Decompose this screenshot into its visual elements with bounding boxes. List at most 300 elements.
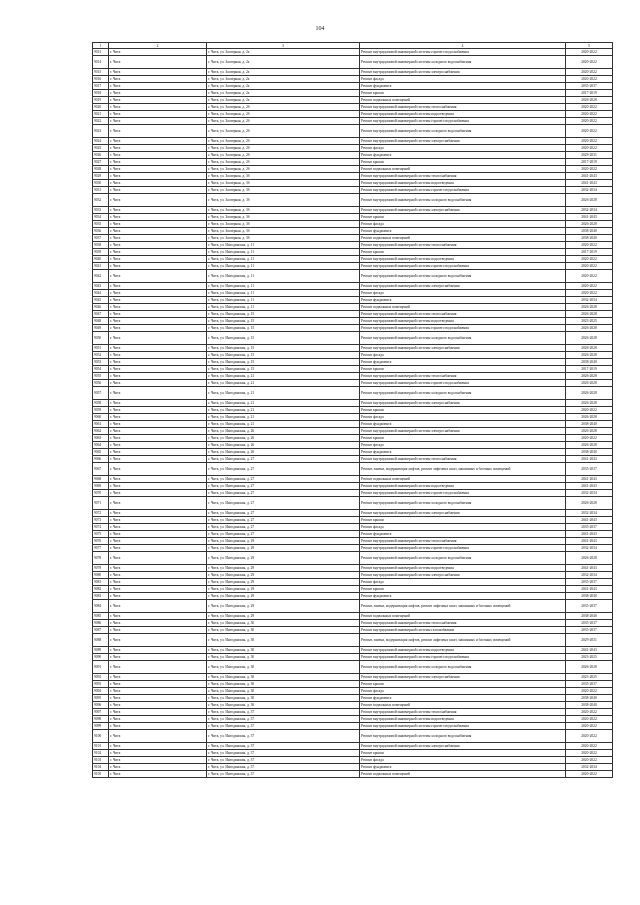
address-cell: г. Чита, ул. Заозерная, д. 2б xyxy=(207,145,360,152)
work-type-cell: Ремонт внутридомовой инженерной системы горячего водоснабжения xyxy=(360,118,566,125)
period-cell: 2032-2034 xyxy=(566,572,613,579)
row-number-cell: 9073 xyxy=(93,517,109,524)
work-type-cell: Ремонт внутридомовой инженерной системы водоотведения xyxy=(360,716,566,723)
address-cell: г. Чита, ул. Заозерная, д. 2а xyxy=(207,97,360,104)
period-cell: 2020-2022 xyxy=(566,145,613,152)
address-cell: г. Чита, ул. Ингодинская, д. 26 xyxy=(207,435,360,442)
city-cell: г. Чита xyxy=(109,69,207,76)
city-cell: г. Чита xyxy=(109,531,207,538)
period-cell: 2032-2034 xyxy=(566,297,613,304)
row-number-cell: 9045 xyxy=(93,297,109,304)
row-number-cell: 9071 xyxy=(93,497,109,510)
row-number-cell: 9051 xyxy=(93,345,109,352)
city-cell: г. Чита xyxy=(109,159,207,166)
city-cell: г. Чита xyxy=(109,490,207,497)
table-row xyxy=(93,743,613,750)
table-row xyxy=(93,270,613,283)
table-row xyxy=(93,235,613,242)
address-cell: г. Чита, ул. Ингодинская, д. 27 xyxy=(207,463,360,476)
address-cell: г. Чита, ул. Ингодинская, д. 30 xyxy=(207,634,360,647)
period-cell: 2023-2025 xyxy=(566,674,613,681)
row-number-cell: 9022 xyxy=(93,118,109,125)
table-row xyxy=(93,214,613,221)
work-type-cell: Ремонт, замена, модернизация лифтов, ремонт лифтовых шахт, машинных и блочных помещений xyxy=(360,463,566,476)
period-cell: 2035-2037 xyxy=(566,83,613,90)
address-cell: г. Чита, ул. Заозерная, д. 3б xyxy=(207,221,360,228)
city-cell: г. Чита xyxy=(109,456,207,463)
city-cell: г. Чита xyxy=(109,332,207,345)
period-cell: 2041-2043 xyxy=(566,214,613,221)
city-cell: г. Чита xyxy=(109,586,207,593)
table-row xyxy=(93,647,613,654)
address-cell: г. Чита, ул. Ингодинская, д. 21 xyxy=(207,414,360,421)
address-cell: г. Чита, ул. Заозерная, д. 3б xyxy=(207,235,360,242)
city-cell: г. Чита xyxy=(109,207,207,214)
table-row xyxy=(93,228,613,235)
address-cell: г. Чита, ул. Ингодинская, д. 11 xyxy=(207,249,360,256)
row-number-cell: 9034 xyxy=(93,214,109,221)
address-cell: г. Чита, ул. Ингодинская, д. 29 xyxy=(207,613,360,620)
work-type-cell: Ремонт внутридомовой инженерной системы газоснабжения xyxy=(360,627,566,634)
row-number-cell: 9041 xyxy=(93,263,109,270)
address-cell: г. Чита, ул. Ингодинская, д. 30 xyxy=(207,695,360,702)
address-cell: г. Чита, ул. Ингодинская, д. 27 xyxy=(207,517,360,524)
period-cell: 2038-2040 xyxy=(566,593,613,600)
city-cell: г. Чита xyxy=(109,318,207,325)
table-row xyxy=(93,531,613,538)
row-number-cell: 9014 xyxy=(93,56,109,69)
period-cell: 2026-2028 xyxy=(566,311,613,318)
city-cell: г. Чита xyxy=(109,83,207,90)
period-cell: 2032-2034 xyxy=(566,490,613,497)
address-cell: г. Чита, ул. Ингодинская, д. 21 xyxy=(207,380,360,387)
work-type-cell: Ремонт внутридомовой инженерной системы теплоснабжения xyxy=(360,538,566,545)
row-number-cell: 9063 xyxy=(93,435,109,442)
table-row xyxy=(93,318,613,325)
work-type-cell: Ремонт крыши xyxy=(360,366,566,373)
work-type-cell: Ремонт, замена, модернизация лифтов, ремонт лифтовых шахт, машинных и блочных помещений xyxy=(360,600,566,613)
period-cell: 2020-2022 xyxy=(566,49,613,56)
city-cell: г. Чита xyxy=(109,743,207,750)
row-number-cell: 9024 xyxy=(93,138,109,145)
city-cell: г. Чита xyxy=(109,771,207,778)
period-cell: 2038-2040 xyxy=(566,228,613,235)
table-row xyxy=(93,524,613,531)
period-cell: 2026-2028 xyxy=(566,221,613,228)
address-cell: г. Чита, ул. Ингодинская, д. 15 xyxy=(207,352,360,359)
city-cell: г. Чита xyxy=(109,242,207,249)
work-type-cell: Ремонт внутридомовой инженерной системы электроснабжения xyxy=(360,743,566,750)
table-row xyxy=(93,221,613,228)
period-cell: 2026-2028 xyxy=(566,325,613,332)
period-cell: 2026-2028 xyxy=(566,442,613,449)
address-cell: г. Чита, ул. Ингодинская, д. 37 xyxy=(207,723,360,730)
city-cell: г. Чита xyxy=(109,750,207,757)
table-row xyxy=(93,483,613,490)
table-row xyxy=(93,497,613,510)
address-cell: г. Чита, ул. Заозерная, д. 3б xyxy=(207,180,360,187)
column-header: 3 xyxy=(207,43,360,49)
work-type-cell: Ремонт подвальных помещений xyxy=(360,476,566,483)
period-cell: 2041-2043 xyxy=(566,483,613,490)
table-row xyxy=(93,764,613,771)
city-cell: г. Чита xyxy=(109,304,207,311)
work-type-cell: Ремонт внутридомовой инженерной системы горячего водоснабжения xyxy=(360,325,566,332)
work-type-cell: Ремонт фасада xyxy=(360,76,566,83)
table-row xyxy=(93,750,613,757)
work-type-cell: Ремонт подвальных помещений xyxy=(360,235,566,242)
row-number-cell: 9082 xyxy=(93,586,109,593)
row-number-cell: 9027 xyxy=(93,159,109,166)
city-cell: г. Чита xyxy=(109,579,207,586)
address-cell: г. Чита, ул. Ингодинская, д. 11 xyxy=(207,297,360,304)
table-row xyxy=(93,490,613,497)
row-number-cell: 9066 xyxy=(93,456,109,463)
work-type-cell: Ремонт фасада xyxy=(360,221,566,228)
address-cell: г. Чита, ул. Ингодинская, д. 29 xyxy=(207,538,360,545)
row-number-cell: 9096 xyxy=(93,702,109,709)
city-cell: г. Чита xyxy=(109,325,207,332)
row-number-cell: 9102 xyxy=(93,750,109,757)
city-cell: г. Чита xyxy=(109,483,207,490)
row-number-cell: 9042 xyxy=(93,270,109,283)
table-row xyxy=(93,757,613,764)
table-row xyxy=(93,709,613,716)
work-type-cell: Ремонт подвальных помещений xyxy=(360,166,566,173)
work-type-cell: Ремонт фундамента xyxy=(360,764,566,771)
column-header: 4 xyxy=(360,43,566,49)
city-cell: г. Чита xyxy=(109,49,207,56)
table-row xyxy=(93,104,613,111)
work-type-cell: Ремонт внутридомовой инженерной системы электроснабжения xyxy=(360,283,566,290)
address-cell: г. Чита, ул. Заозерная, д. 2а xyxy=(207,90,360,97)
row-number-cell: 9059 xyxy=(93,407,109,414)
table-row xyxy=(93,111,613,118)
row-number-cell: 9086 xyxy=(93,620,109,627)
work-type-cell: Ремонт внутридомовой инженерной системы водоотведения xyxy=(360,256,566,263)
table-row xyxy=(93,49,613,56)
row-number-cell: 9098 xyxy=(93,716,109,723)
row-number-cell: 9089 xyxy=(93,647,109,654)
work-type-cell: Ремонт внутридомовой инженерной системы водоотведения xyxy=(360,111,566,118)
table-row xyxy=(93,304,613,311)
period-cell: 2038-2040 xyxy=(566,449,613,456)
city-cell: г. Чита xyxy=(109,757,207,764)
table-row xyxy=(93,654,613,661)
work-type-cell: Ремонт фундамента xyxy=(360,152,566,159)
address-cell: г. Чита, ул. Ингодинская, д. 29 xyxy=(207,586,360,593)
row-number-cell: 9015 xyxy=(93,69,109,76)
work-type-cell: Ремонт внутридомовой инженерной системы водоотведения xyxy=(360,565,566,572)
work-type-cell: Ремонт внутридомовой инженерной системы электроснабжения xyxy=(360,207,566,214)
address-cell: г. Чита, ул. Заозерная, д. 3б xyxy=(207,173,360,180)
city-cell: г. Чита xyxy=(109,463,207,476)
table-row xyxy=(93,613,613,620)
table-row xyxy=(93,730,613,743)
work-type-cell: Ремонт внутридомовой инженерной системы холодного водоснабжения xyxy=(360,270,566,283)
table-row xyxy=(93,297,613,304)
work-type-cell: Ремонт фундамента xyxy=(360,228,566,235)
city-cell: г. Чита xyxy=(109,145,207,152)
row-number-cell: 9037 xyxy=(93,235,109,242)
city-cell: г. Чита xyxy=(109,90,207,97)
city-cell: г. Чита xyxy=(109,702,207,709)
table-row xyxy=(93,83,613,90)
city-cell: г. Чита xyxy=(109,723,207,730)
city-cell: г. Чита xyxy=(109,290,207,297)
period-cell: 2026-2028 xyxy=(566,380,613,387)
work-type-cell: Ремонт крыши xyxy=(360,90,566,97)
address-cell: г. Чита, ул. Ингодинская, д. 37 xyxy=(207,716,360,723)
work-type-cell: Ремонт подвальных помещений xyxy=(360,304,566,311)
period-cell: 2035-2037 xyxy=(566,627,613,634)
address-cell: г. Чита, ул. Ингодинская, д. 30 xyxy=(207,627,360,634)
work-type-cell: Ремонт внутридомовой инженерной системы водоотведения xyxy=(360,483,566,490)
row-number-cell: 9083 xyxy=(93,593,109,600)
period-cell: 2026-2028 xyxy=(566,97,613,104)
table-row xyxy=(93,118,613,125)
city-cell: г. Чита xyxy=(109,352,207,359)
period-cell: 2020-2022 xyxy=(566,730,613,743)
work-type-cell: Ремонт внутридомовой инженерной системы горячего водоснабжения xyxy=(360,187,566,194)
address-cell: г. Чита, ул. Ингодинская, д. 37 xyxy=(207,730,360,743)
period-cell: 2038-2040 xyxy=(566,613,613,620)
table-row xyxy=(93,716,613,723)
table-row xyxy=(93,152,613,159)
period-cell: 2020-2022 xyxy=(566,118,613,125)
table-row xyxy=(93,359,613,366)
address-cell: г. Чита, ул. Ингодинская, д. 15 xyxy=(207,359,360,366)
work-type-cell: Ремонт внутридомовой инженерной системы электроснабжения xyxy=(360,69,566,76)
address-cell: г. Чита, ул. Ингодинская, д. 15 xyxy=(207,318,360,325)
table-row xyxy=(93,627,613,634)
work-type-cell: Ремонт внутридомовой инженерной системы холодного водоснабжения xyxy=(360,497,566,510)
address-cell: г. Чита, ул. Ингодинская, д. 30 xyxy=(207,654,360,661)
city-cell: г. Чита xyxy=(109,407,207,414)
address-cell: г. Чита, ул. Ингодинская, д. 29 xyxy=(207,593,360,600)
city-cell: г. Чита xyxy=(109,600,207,613)
city-cell: г. Чита xyxy=(109,634,207,647)
period-cell: 2020-2022 xyxy=(566,138,613,145)
address-cell: г. Чита, ул. Ингодинская, д. 29 xyxy=(207,579,360,586)
work-type-cell: Ремонт подвальных помещений xyxy=(360,771,566,778)
address-cell: г. Чита, ул. Заозерная, д. 2а xyxy=(207,83,360,90)
table-row xyxy=(93,661,613,674)
period-cell: 2020-2022 xyxy=(566,743,613,750)
period-cell: 2026-2028 xyxy=(566,661,613,674)
city-cell: г. Чита xyxy=(109,764,207,771)
table-row xyxy=(93,463,613,476)
city-cell: г. Чита xyxy=(109,297,207,304)
column-header: 2 xyxy=(109,43,207,49)
address-cell: г. Чита, ул. Ингодинская, д. 26 xyxy=(207,449,360,456)
address-cell: г. Чита, ул. Ингодинская, д. 30 xyxy=(207,702,360,709)
period-cell: 2041-2043 xyxy=(566,565,613,572)
work-type-cell: Ремонт крыши xyxy=(360,407,566,414)
city-cell: г. Чита xyxy=(109,97,207,104)
row-number-cell: 9035 xyxy=(93,221,109,228)
period-cell: 2020-2022 xyxy=(566,688,613,695)
period-cell: 2038-2040 xyxy=(566,702,613,709)
address-cell: г. Чита, ул. Ингодинская, д. 30 xyxy=(207,681,360,688)
period-cell: 2041-2043 xyxy=(566,476,613,483)
table-row xyxy=(93,579,613,586)
row-number-cell: 9020 xyxy=(93,104,109,111)
work-type-cell: Ремонт фасада xyxy=(360,145,566,152)
row-number-cell: 9101 xyxy=(93,743,109,750)
table-row xyxy=(93,695,613,702)
row-number-cell: 9038 xyxy=(93,242,109,249)
period-cell: 2020-2022 xyxy=(566,256,613,263)
table-row xyxy=(93,593,613,600)
row-number-cell: 9068 xyxy=(93,476,109,483)
row-number-cell: 9036 xyxy=(93,228,109,235)
row-number-cell: 9069 xyxy=(93,483,109,490)
period-cell: 2020-2022 xyxy=(566,723,613,730)
row-number-cell: 9029 xyxy=(93,173,109,180)
table-row xyxy=(93,586,613,593)
city-cell: г. Чита xyxy=(109,538,207,545)
period-cell: 2041-2043 xyxy=(566,647,613,654)
address-cell: г. Чита, ул. Ингодинская, д. 37 xyxy=(207,709,360,716)
work-type-cell: Ремонт внутридомовой инженерной системы теплоснабжения xyxy=(360,620,566,627)
address-cell: г. Чита, ул. Ингодинская, д. 37 xyxy=(207,764,360,771)
city-cell: г. Чита xyxy=(109,138,207,145)
work-type-cell: Ремонт фасада xyxy=(360,524,566,531)
city-cell: г. Чита xyxy=(109,545,207,552)
address-cell: г. Чита, ул. Ингодинская, д. 15 xyxy=(207,332,360,345)
row-number-cell: 9016 xyxy=(93,76,109,83)
work-type-cell: Ремонт подвальных помещений xyxy=(360,97,566,104)
row-number-cell: 9070 xyxy=(93,490,109,497)
table-row xyxy=(93,634,613,647)
period-cell: 2026-2028 xyxy=(566,414,613,421)
address-cell: г. Чита, ул. Ингодинская, д. 11 xyxy=(207,263,360,270)
table-row xyxy=(93,180,613,187)
city-cell: г. Чита xyxy=(109,620,207,627)
work-type-cell: Ремонт фасада xyxy=(360,757,566,764)
address-cell: г. Чита, ул. Заозерная, д. 2а xyxy=(207,69,360,76)
row-number-cell: 9019 xyxy=(93,97,109,104)
city-cell: г. Чита xyxy=(109,56,207,69)
work-type-cell: Ремонт внутридомовой инженерной системы горячего водоснабжения xyxy=(360,263,566,270)
address-cell: г. Чита, ул. Ингодинская, д. 26 xyxy=(207,442,360,449)
city-cell: г. Чита xyxy=(109,654,207,661)
row-number-cell: 9043 xyxy=(93,283,109,290)
table-row xyxy=(93,538,613,545)
work-type-cell: Ремонт внутридомовой инженерной системы электроснабжения xyxy=(360,400,566,407)
row-number-cell: 9093 xyxy=(93,681,109,688)
row-number-cell: 9065 xyxy=(93,449,109,456)
row-number-cell: 9103 xyxy=(93,757,109,764)
address-cell: г. Чита, ул. Ингодинская, д. 30 xyxy=(207,674,360,681)
row-number-cell: 9080 xyxy=(93,572,109,579)
table-row xyxy=(93,366,613,373)
table-row xyxy=(93,187,613,194)
period-cell: 2020-2022 xyxy=(566,166,613,173)
period-cell: 2041-2043 xyxy=(566,517,613,524)
row-number-cell: 9060 xyxy=(93,414,109,421)
period-cell: 2026-2028 xyxy=(566,373,613,380)
work-type-cell: Ремонт внутридомовой инженерной системы теплоснабжения xyxy=(360,242,566,249)
address-cell: г. Чита, ул. Ингодинская, д. 15 xyxy=(207,311,360,318)
page-number: 104 xyxy=(315,26,325,32)
table-row xyxy=(93,572,613,579)
address-cell: г. Чита, ул. Заозерная, д. 3б xyxy=(207,207,360,214)
table-row xyxy=(93,565,613,572)
work-type-cell: Ремонт фасада xyxy=(360,442,566,449)
table-row xyxy=(93,311,613,318)
row-number-cell: 9032 xyxy=(93,194,109,207)
row-number-cell: 9062 xyxy=(93,428,109,435)
row-number-cell: 9047 xyxy=(93,311,109,318)
table-row xyxy=(93,400,613,407)
row-number-cell: 9081 xyxy=(93,579,109,586)
table-row xyxy=(93,332,613,345)
work-type-cell: Ремонт крыши xyxy=(360,214,566,221)
city-cell: г. Чита xyxy=(109,688,207,695)
table-row xyxy=(93,552,613,565)
work-type-cell: Ремонт внутридомовой инженерной системы теплоснабжения xyxy=(360,311,566,318)
period-cell: 2032-2034 xyxy=(566,510,613,517)
table-row xyxy=(93,407,613,414)
work-type-cell: Ремонт фундамента xyxy=(360,695,566,702)
row-number-cell: 9039 xyxy=(93,249,109,256)
work-type-cell: Ремонт внутридомовой инженерной системы теплоснабжения xyxy=(360,456,566,463)
work-type-cell: Ремонт внутридомовой инженерной системы холодного водоснабжения xyxy=(360,194,566,207)
period-cell: 2026-2028 xyxy=(566,400,613,407)
city-cell: г. Чита xyxy=(109,366,207,373)
address-cell: г. Чита, ул. Ингодинская, д. 30 xyxy=(207,688,360,695)
table-row xyxy=(93,56,613,69)
address-cell: г. Чита, ул. Заозерная, д. 3б xyxy=(207,187,360,194)
work-type-cell: Ремонт фундамента xyxy=(360,297,566,304)
address-cell: г. Чита, ул. Ингодинская, д. 30 xyxy=(207,647,360,654)
work-type-cell: Ремонт внутридомовой инженерной системы холодного водоснабжения xyxy=(360,332,566,345)
table-row xyxy=(93,283,613,290)
period-cell: 2020-2022 xyxy=(566,125,613,138)
period-cell: 2020-2022 xyxy=(566,709,613,716)
address-cell: г. Чита, ул. Ингодинская, д. 29 xyxy=(207,565,360,572)
city-cell: г. Чита xyxy=(109,572,207,579)
period-cell: 2020-2022 xyxy=(566,263,613,270)
address-cell: г. Чита, ул. Заозерная, д. 3б xyxy=(207,194,360,207)
table-row xyxy=(93,545,613,552)
address-cell: г. Чита, ул. Ингодинская, д. 21 xyxy=(207,373,360,380)
work-type-cell: Ремонт крыши xyxy=(360,517,566,524)
period-cell: 2020-2022 xyxy=(566,435,613,442)
row-number-cell: 9067 xyxy=(93,463,109,476)
address-cell: г. Чита, ул. Ингодинская, д. 29 xyxy=(207,545,360,552)
work-type-cell: Ремонт фасада xyxy=(360,688,566,695)
period-cell: 2026-2028 xyxy=(566,552,613,565)
row-number-cell: 9105 xyxy=(93,771,109,778)
period-cell: 2029-2031 xyxy=(566,634,613,647)
work-type-cell: Ремонт внутридомовой инженерной системы электроснабжения xyxy=(360,345,566,352)
address-cell: г. Чита, ул. Заозерная, д. 2а xyxy=(207,76,360,83)
work-type-cell: Ремонт крыши xyxy=(360,750,566,757)
row-number-cell: 9053 xyxy=(93,359,109,366)
period-cell: 2041-2043 xyxy=(566,456,613,463)
row-number-cell: 9090 xyxy=(93,654,109,661)
row-number-cell: 9094 xyxy=(93,688,109,695)
city-cell: г. Чита xyxy=(109,221,207,228)
address-cell: г. Чита, ул. Ингодинская, д. 15 xyxy=(207,345,360,352)
work-type-cell: Ремонт внутридомовой инженерной системы электроснабжения xyxy=(360,428,566,435)
table-row xyxy=(93,97,613,104)
address-cell: г. Чита, ул. Ингодинская, д. 27 xyxy=(207,497,360,510)
city-cell: г. Чита xyxy=(109,359,207,366)
